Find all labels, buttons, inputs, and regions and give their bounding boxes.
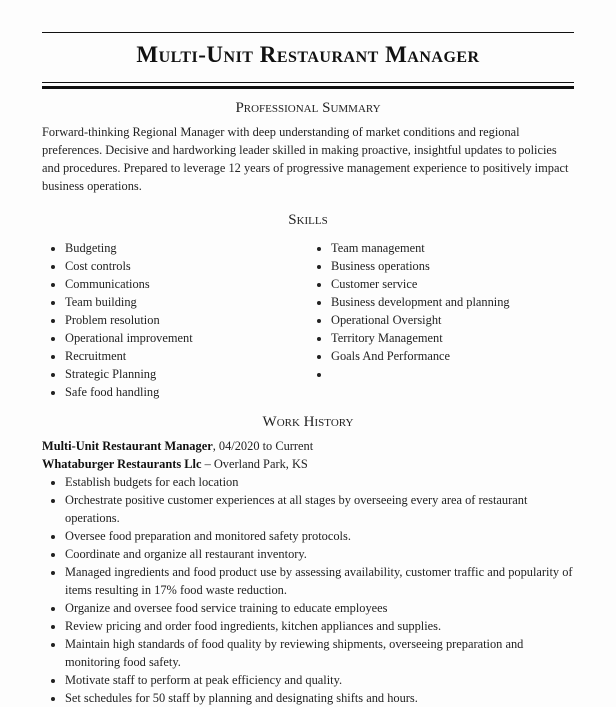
list-item: • Establish budgets for each location [65,473,574,491]
resume-title: Multi-Unit Restaurant Manager [136,42,480,67]
skills-list-right [308,239,574,401]
skills-section [42,212,574,401]
list-item: • Motivate staff to perform at peak efficiency and quality. [65,671,574,689]
summary-section [42,100,574,195]
job-title-line [42,437,574,455]
job-location: – Overland Park, KS [201,457,308,471]
list-item [331,365,574,383]
list-item: • Review pricing and order food ingredients, kitchen appliances and supplies. [65,617,574,635]
summary-heading: Professional Summary [235,100,381,116]
list-item: • Maintain high standards of food quality by reviewing shipments, overseeing preparation and monitoring food safety. [65,635,574,671]
list-item: • Territory Management [331,329,574,347]
list-item: • Recruitment [65,347,308,365]
list-item: • Coordinate and organize all restaurant inventory. [65,545,574,563]
list-item: • Set schedules for 50 staff by planning and designating shifts and hours. [65,689,574,707]
top-rule [42,32,574,33]
skills-list-left [42,239,308,401]
list-item: • Organize and oversee food service training to educate employees [65,599,574,617]
list-item: • Team building [65,293,308,311]
job-company: Whataburger Restaurants Llc [42,457,202,471]
list-item: • Managed ingredients and food product use by assessing availability, customer traffic and popularity of items resulting in 17% food waste reduction. [65,563,574,599]
list-item: • Problem resolution [65,311,308,329]
list-item: • Business development and planning [331,293,574,311]
title-double-rule [42,82,574,85]
job-title: Multi-Unit Restaurant Manager [42,439,213,453]
list-item: • Goals And Performance [331,347,574,365]
summary-text: Forward-thinking Regional Manager with deep understanding of market conditions and regional preferences. Decisive and hardworking leader skilled in making proactive, insightful updates to policies and procedures. Prepared to leverage 12 years of progressive management experience to positively impact business operations. [42,125,569,193]
list-item: • Orchestrate positive customer experiences at all stages by overseeing every area of restaurant operations. [65,491,574,527]
list-item: • Cost controls [65,257,308,275]
list-item: • Operational improvement [65,329,308,347]
list-item: • Operational Oversight [331,311,574,329]
list-item: • Team management [331,239,574,257]
job-bullets [42,473,574,707]
list-item: • Budgeting [65,239,308,257]
work-history-heading: Work History [262,414,354,430]
list-item: • Business operations [331,257,574,275]
job-dates: , 04/2020 to Current [212,439,314,453]
list-item: • Communications [65,275,308,293]
work-history-section [42,414,574,707]
list-item: • Safe food handling [65,383,308,401]
list-item: • Oversee food preparation and monitored safety protocols. [65,527,574,545]
list-item: • Strategic Planning [65,365,308,383]
skills-heading: Skills [288,212,328,228]
job-company-line [42,455,574,473]
list-item: • Customer service [331,275,574,293]
